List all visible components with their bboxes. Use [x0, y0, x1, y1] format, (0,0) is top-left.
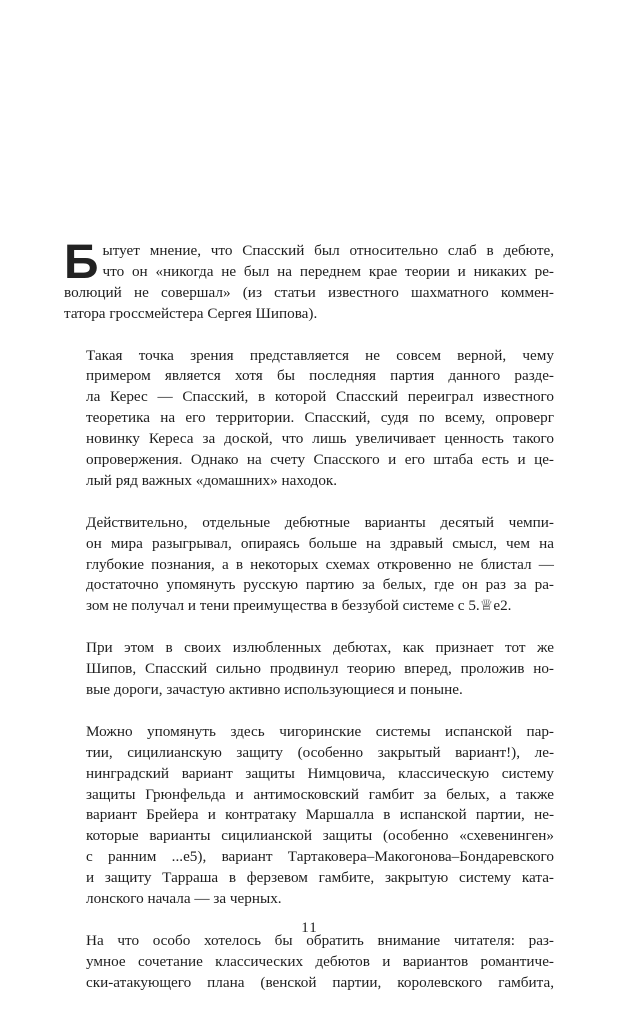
paragraph-2 [64, 346, 554, 492]
text-line: тии, сицилианскую защиту (особенно закрытый вариант!), ле- [86, 743, 554, 761]
text-line: примером является хотя бы последняя партия данного разде- [86, 367, 554, 385]
text-line: татора гроссмейстера Сергея Шипова). [64, 304, 318, 322]
text-line: Такая точка зрения представляется не совсем верной, чему [86, 346, 554, 364]
text-line: с ранним ...e5), вариант Тартаковера–Макогонова–Бондаревского [86, 848, 554, 866]
text-line: ла Керес — Спасский, в которой Спасский переиграл известного [86, 388, 554, 406]
text-line: новинку Кереса за доской, что лишь увеличивает ценность такого [86, 430, 554, 448]
text-line: При этом в своих излюбленных дебютах, как признает тот же [86, 639, 554, 657]
text-line: волюций не совершал» (из статьи известного шахматного коммен- [64, 283, 554, 301]
body-text [64, 236, 554, 1014]
text-line: Шипов, Спасский сильно продвинул теорию вперед, проложив но- [86, 660, 554, 678]
text-line: опровержения. Однако на счету Спасского и его штаба есть и це- [86, 451, 554, 469]
paragraph-6 [64, 931, 554, 994]
text-line: ытует мнение, что Спасский был относительно слаб в дебюте, [102, 242, 554, 259]
paragraph-5 [64, 722, 554, 910]
text-line: защиты Грюнфельда и антимосковский гамбит за белых, а также [86, 785, 554, 803]
drop-cap: Б [64, 236, 99, 289]
paragraph-1 [64, 236, 554, 325]
text-line: Действительно, отдельные дебютные варианты десятый чемпи- [86, 513, 554, 531]
text-line: лый ряд важных «домашних» находок. [86, 471, 338, 489]
text-line: зом не получал и тени преимущества в беззубой системе с 5.♕e2. [86, 597, 512, 615]
text-line: Можно упомянуть здесь чигоринские системы испанской пар- [86, 722, 554, 740]
text-line: что он «никогда не был на переднем крае теории и никаких ре- [102, 262, 554, 280]
text-line: вариант Брейера и контратаку Маршалла в испанской партии, не- [86, 806, 554, 824]
paragraph-3 [64, 513, 554, 618]
page-number: 11 [301, 920, 318, 936]
paragraph-4 [64, 638, 554, 701]
text-line: теоретика на его территории. Спасский, судя по всему, опроверг [86, 409, 554, 427]
text-line: ски-атакующего плана (венской партии, королевского гамбита, [86, 973, 554, 991]
text-line: вые дороги, зачастую активно использующиеся и поныне. [86, 680, 463, 698]
text-line: нинградский вариант защиты Нимцовича, классическую систему [86, 764, 554, 782]
text-line: глубокие познания, а в некоторых схемах откровенно не блистал — [86, 555, 554, 573]
text-line: умное сочетание классических дебютов и вариантов романтиче- [86, 952, 554, 970]
text-line: достаточно упомянуть русскую партию за белых, где он раз за ра- [86, 576, 554, 594]
text-line: На что особо хотелось бы обратить внимание читателя: раз- [86, 931, 554, 949]
text-line: которые варианты сицилианской защиты (особенно «схевенинген» [86, 827, 554, 845]
text-line: и защиту Тарраша в ферзевом гамбите, закрытую систему ката- [86, 869, 554, 887]
text-line: он мира разыгрывал, опираясь больше на здравый смысл, чем на [86, 534, 554, 552]
text-line: лонского начала — за черных. [86, 890, 282, 908]
